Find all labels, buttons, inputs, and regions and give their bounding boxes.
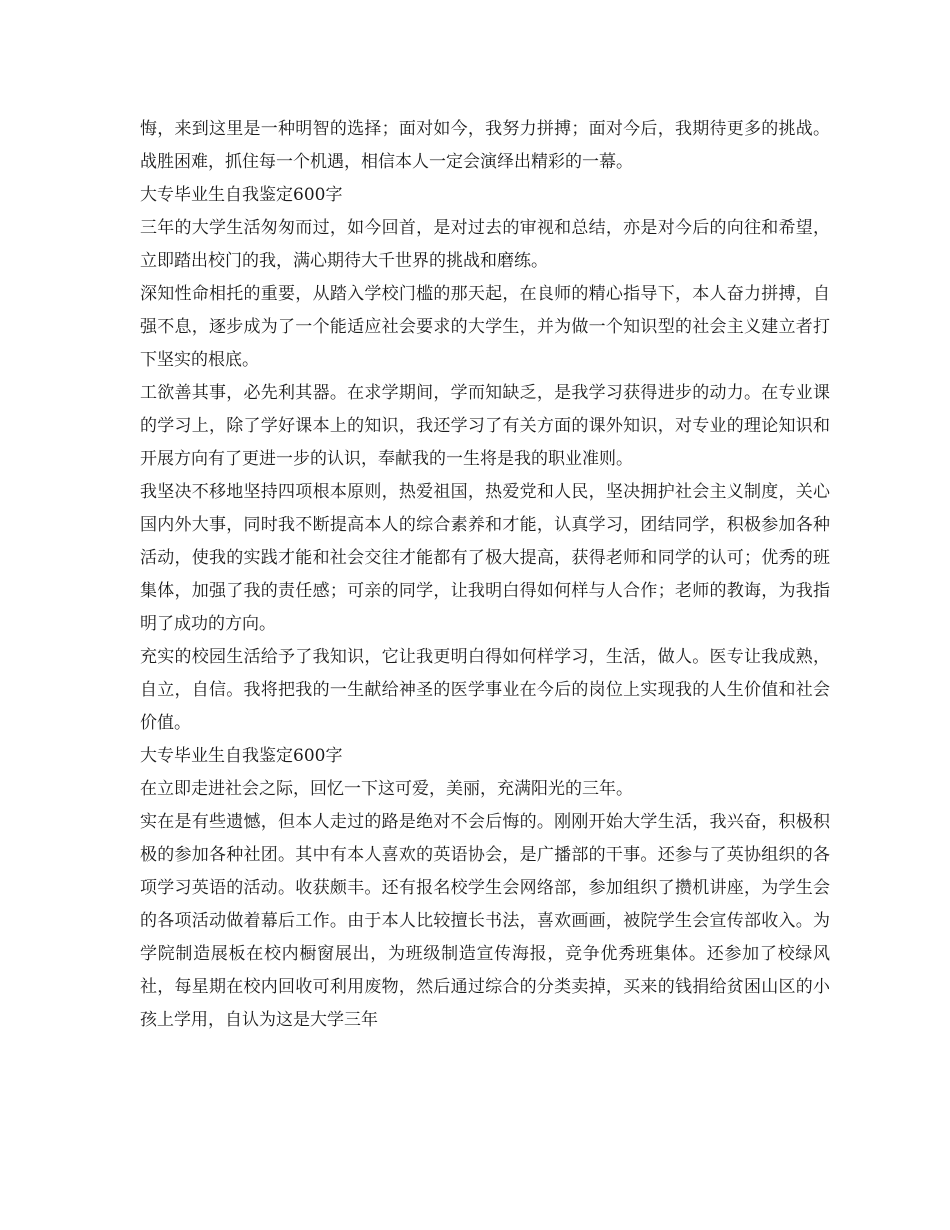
paragraph-continuation: 悔，来到这里是一种明智的选择；面对如今，我努力拼搏；面对今后，我期待更多的挑战。战胜困难，抓住每一个机遇，相信本人一定会演绎出精彩的一幕。: [140, 119, 830, 172]
paragraph: 我坚决不移地坚持四项根本原则，热爱祖国，热爱党和人民，坚决拥护社会主义制度，关心国内外大事，同时我不断提高本人的综合素养和才能，认真学习，团结同学，积极参加各种活动，使我的实践才能和社会交往才能都有了极大提高，获得老师和同学的认可；优秀的班集体，加强了我的责任感；可亲的同学，让我明白得如何样与人合作；老师的教诲，为我指明了成功的方向。: [140, 482, 830, 634]
document-body: [140, 113, 830, 1037]
paragraph: 工欲善其事，必先利其器。在求学期间，学而知缺乏，是我学习获得进步的动力。在专业课的学习上，除了学好课本上的知识，我还学习了有关方面的课外知识，对专业的理论知识和开展方向有了更进一步的认识，奉献我的一生将是我的职业准则。: [140, 383, 830, 469]
paragraph: 实在是有些遗憾，但本人走过的路是绝对不会后悔的。刚刚开始大学生活，我兴奋，积极积极的参加各种社团。其中有本人喜欢的英语协会，是广播部的干事。还参与了英协组织的各项学习英语的活动。收获颇丰。还有报名校学生会网络部，参加组织了攒机讲座，为学生会的各项活动做着幕后工作。由于本人比较擅长书法，喜欢画画，被院学生会宣传部收入。为学院制造展板在校内橱窗展出，为班级制造宣传海报，竞争优秀班集体。还参加了校绿风社，每星期在校内回收可利用废物，然后通过综合的分类卖掉，买来的钱捐给贫困山区的小孩上学用，自认为这是大学三年: [140, 812, 830, 1030]
paragraph: 充实的校园生活给予了我知识，它让我更明白得如何样学习，生活，做人。医专让我成熟，自立，自信。我将把我的一生献给神圣的医学事业在今后的岗位上实现我的人生价值和社会价值。: [140, 647, 830, 733]
section-heading: 大专毕业生自我鉴定600字: [140, 185, 343, 205]
paragraph: 三年的大学生活匆匆而过，如今回首，是对过去的审视和总结，亦是对今后的向往和希望，立即踏出校门的我，满心期待大千世界的挑战和磨练。: [140, 218, 830, 271]
paragraph: 在立即走进社会之际，回忆一下这可爱，美丽，充满阳光的三年。: [140, 779, 633, 799]
paragraph: 深知性命相托的重要，从踏入学校门槛的那天起，在良师的精心指导下，本人奋力拼搏，自强不息，逐步成为了一个能适应社会要求的大学生，并为做一个知识型的社会主义建立者打下坚实的根底。: [140, 284, 830, 370]
section-heading: 大专毕业生自我鉴定600字: [140, 746, 343, 766]
